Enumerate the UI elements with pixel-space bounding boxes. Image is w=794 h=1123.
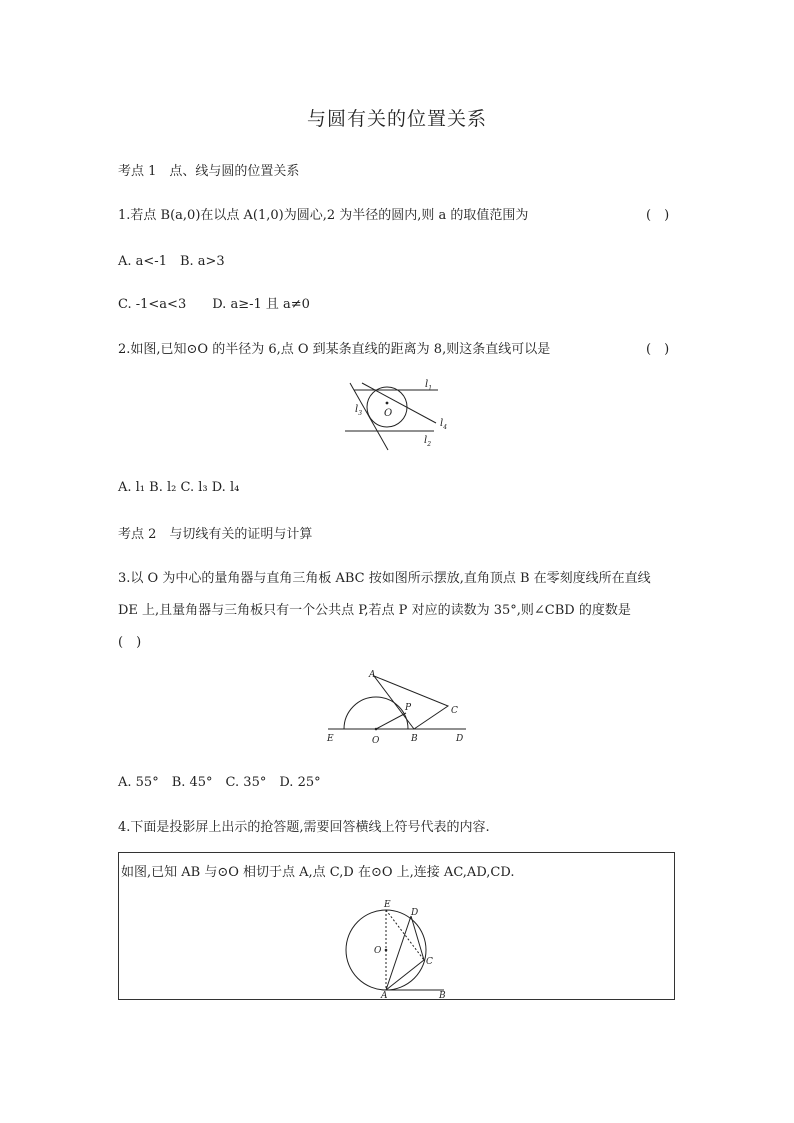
question-4-figure [340,896,452,1000]
center-point-o [386,402,389,405]
label-e: E [327,734,334,744]
box-text: 如图,已知 AB 与⊙O 相切于点 A,点 C,D 在⊙O 上,连接 AC,AD,CD. [121,865,515,880]
question-2-answer-paren: ( ) [646,342,670,357]
line-l3 [350,383,388,450]
label-l1: $l_1$ [425,379,433,392]
question-2-figure [340,374,455,454]
label-b: B [439,991,446,1000]
circle-o [367,387,407,427]
section-heading-2: 考点 2 与切线有关的证明与计算 [118,527,313,542]
point-o [375,728,378,731]
question-4-stem: 4.下面是投影屏上出示的抢答题,需要回答横线上符号代表的内容. [118,820,490,835]
question-2-stem: 2.如图,已知⊙O 的半径为 6,点 O 到某条直线的距离为 8,则这条直线可以是 [118,342,551,357]
question-1-options-c-d: C. -1<a<3 D. a≥-1 且 a≠0 [118,297,310,312]
label-l2: $l_2$ [424,435,432,448]
label-c: C [426,957,433,967]
label-d: D [456,734,464,744]
label-p: P [405,703,412,713]
segment-cd [411,916,424,960]
label-a: A [381,991,388,1000]
label-a: A [369,670,376,680]
segment-op [376,713,406,729]
point-o [385,949,388,952]
label-l3: $l_3$ [355,404,363,417]
question-3-options: A. 55° B. 45° C. 35° D. 25° [118,775,321,790]
label-d: D [411,908,419,918]
label-l4: $l_4$ [440,418,448,431]
protractor-arc [344,697,408,729]
section-heading-1: 考点 1 点、线与圆的位置关系 [118,164,300,179]
label-o: O [384,408,393,419]
question-1-options-a-b: A. a<-1 B. a>3 [118,254,225,269]
question-1-answer-paren: ( ) [646,208,670,223]
question-3-answer-paren: ( ) [118,635,142,650]
question-1-stem: 1.若点 B(a,0)在以点 A(1,0)为圆心,2 为半径的圆内,则 a 的取值范围为 [118,208,529,223]
label-e: E [384,900,391,910]
question-3-figure [322,666,472,748]
question-3-stem-line-1: 3.以 O 为中心的量角器与直角三角板 ABC 按如图所示摆放,直角顶点 B 在零刻度线所在直线 [118,571,651,586]
label-o: O [372,736,380,746]
label-b: B [411,734,418,744]
label-o: O [374,946,382,956]
page-title: 与圆有关的位置关系 [306,108,487,130]
question-3-stem-line-2: DE 上,且量角器与三角板只有一个公共点 P,若点 P 对应的读数为 35°,则∠CBD 的度数是 [118,603,631,618]
question-2-options: A. l₁ B. l₂ C. l₃ D. l₄ [118,480,240,495]
label-c: C [451,706,458,716]
